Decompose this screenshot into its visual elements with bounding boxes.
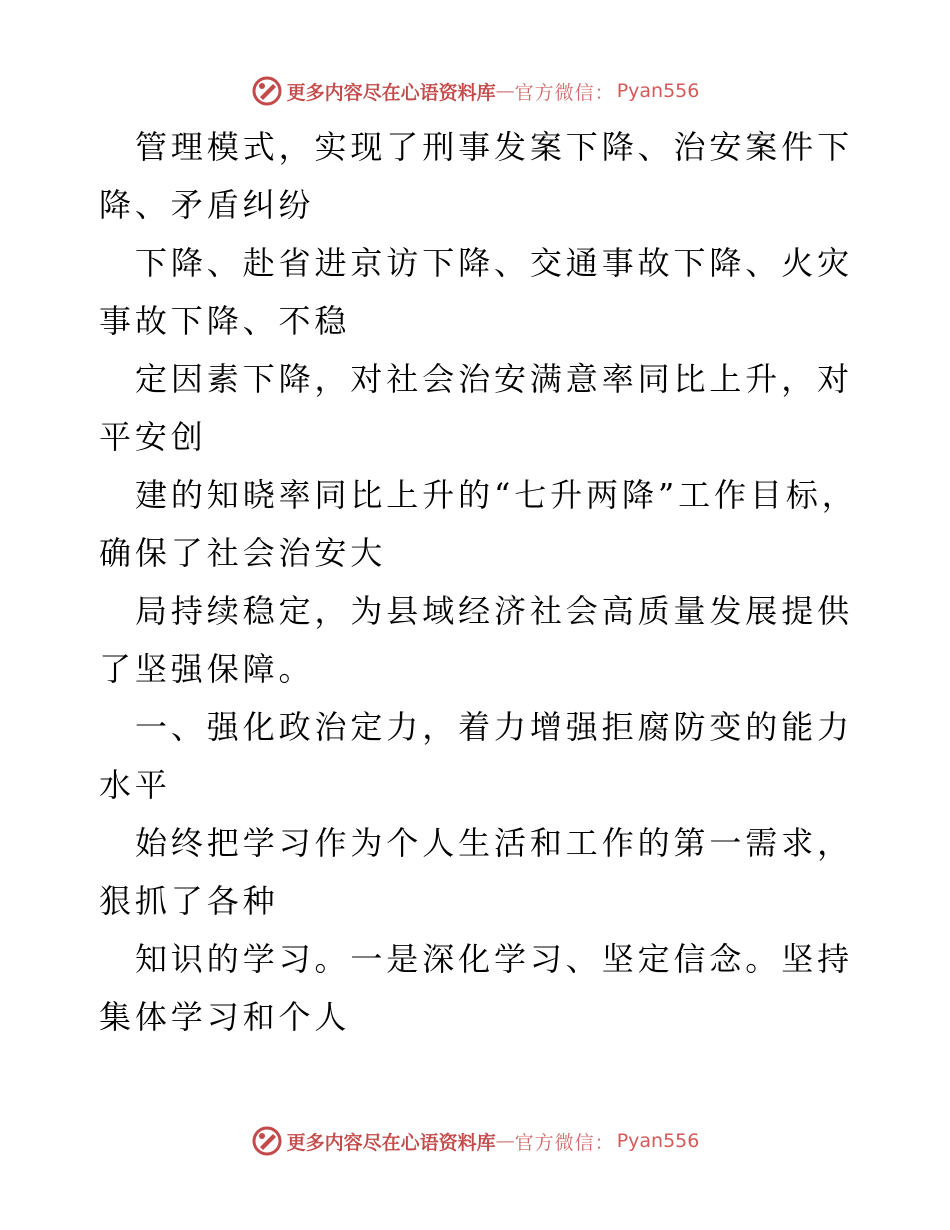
paragraph-6-line-1: 始终把学习作为个人生活和工作的第一需求，狠 bbox=[99, 824, 854, 920]
paragraph-5-line-1: 局持续稳定，为县域经济社会高质量发展提供了 bbox=[99, 592, 854, 688]
watermark-dash: — bbox=[495, 1130, 515, 1152]
brand-logo-icon bbox=[251, 1125, 283, 1157]
paragraph-6 bbox=[99, 814, 859, 930]
watermark-dash: — bbox=[495, 80, 515, 102]
paragraph-5 bbox=[99, 582, 859, 698]
watermark-wechat-id: Pyan556 bbox=[616, 1130, 700, 1152]
watermark-wechat-id: Pyan556 bbox=[616, 80, 700, 102]
footer-watermark bbox=[0, 1121, 950, 1161]
brand-logo-icon bbox=[251, 75, 283, 107]
header-watermark bbox=[0, 71, 950, 111]
paragraph-7-line-2: 体学习和个人 bbox=[134, 998, 351, 1036]
paragraph-1 bbox=[99, 118, 859, 234]
paragraph-5-line-2: 坚强保障。 bbox=[134, 650, 315, 688]
watermark-main-text: 更多内容尽在心语资料库 bbox=[286, 1131, 496, 1154]
document-body bbox=[99, 118, 859, 1046]
paragraph-4 bbox=[99, 466, 859, 582]
watermark-sub-text: 官方微信： bbox=[514, 1131, 615, 1154]
section-heading-1-line-2: 平 bbox=[134, 766, 171, 804]
watermark-main-text: 更多内容尽在心语资料库 bbox=[286, 81, 496, 104]
paragraph-2-line-2: 故下降、不稳 bbox=[134, 302, 351, 340]
paragraph-4-line-2: 确保了社会治安大 bbox=[99, 534, 387, 572]
paragraph-2-line-1: 下降、赴省进京访下降、交通事故下降、火灾事 bbox=[99, 244, 854, 340]
paragraph-7 bbox=[99, 930, 859, 1046]
paragraph-1-line-2: 降、矛盾纠纷 bbox=[99, 186, 315, 224]
paragraph-3-line-1: 定因素下降，对社会治安满意率同比上升，对平 bbox=[99, 360, 854, 456]
section-heading-1-line-1: 一、强化政治定力，着力增强拒腐防变的能力水 bbox=[99, 708, 854, 804]
paragraph-4-line-1: 建的知晓率同比上升的“七升两降”工作目标， bbox=[135, 476, 858, 514]
paragraph-1-line-1: 管理模式，实现了刑事发案下降、治安案件下 bbox=[135, 128, 854, 166]
paragraph-2 bbox=[99, 234, 859, 350]
watermark-sub-text: 官方微信： bbox=[514, 81, 615, 104]
paragraph-6-line-2: 抓了各种 bbox=[134, 882, 279, 920]
paragraph-3 bbox=[99, 350, 859, 466]
paragraph-3-line-2: 安创 bbox=[134, 418, 207, 456]
paragraph-7-line-1: 知识的学习。一是深化学习、坚定信念。坚持集 bbox=[99, 940, 854, 1036]
section-heading-1 bbox=[99, 698, 859, 814]
